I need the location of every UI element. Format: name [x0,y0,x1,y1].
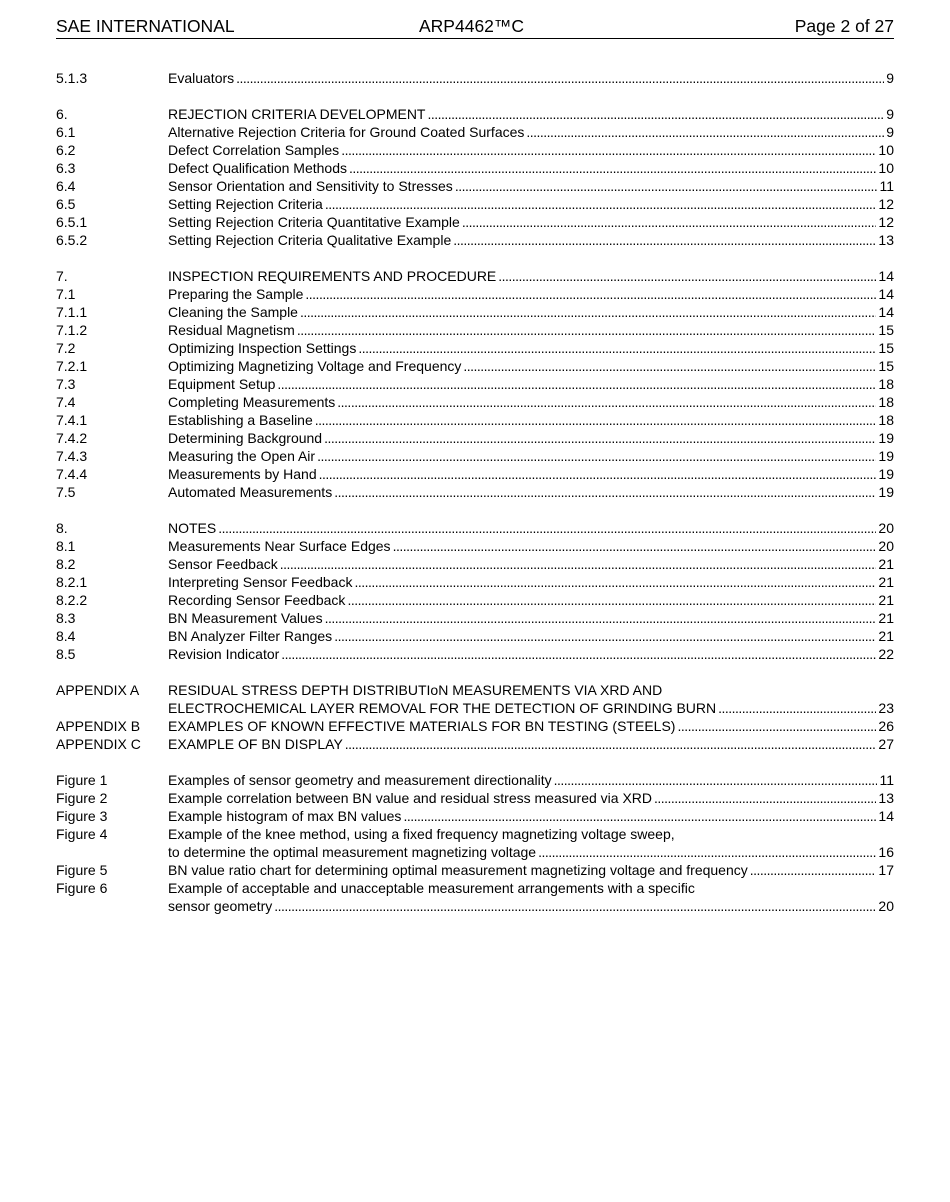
toc-dot-leader [300,303,876,321]
toc-entry-line [168,105,894,123]
toc-entry-number: 8.4 [56,628,76,644]
toc-dot-leader [274,897,876,915]
toc-entry-title: ELECTROCHEMICAL LAYER REMOVAL FOR THE DETECTION OF GRINDING BURN [168,700,717,716]
toc-entry-title: EXAMPLE OF BN DISPLAY [168,736,343,752]
toc-entry-page: 21 [878,610,894,626]
toc-entry-body [168,105,894,123]
toc-entry-number: 6.5.2 [56,232,88,248]
toc-entry-line [168,393,894,411]
toc-entry[interactable] [56,393,894,411]
toc-dot-leader [281,645,876,663]
toc-entry-line [168,195,894,213]
toc-dot-leader [317,447,876,465]
toc-entry[interactable] [56,465,894,483]
toc-entry-line [168,267,894,285]
toc-entry-page: 16 [878,844,894,860]
toc-entry[interactable] [56,213,894,231]
toc-entry[interactable] [56,69,894,87]
toc-entry-body [168,825,894,861]
toc-entry[interactable] [56,717,894,735]
toc-entry[interactable] [56,519,894,537]
toc-entry-body [168,879,894,915]
toc-dot-leader [325,195,877,213]
toc-entry[interactable] [56,483,894,501]
toc-entry-body [168,177,894,195]
toc-entry-title: Revision Indicator [168,646,280,662]
toc-entry-line [168,735,894,753]
toc-entry-line [168,897,894,915]
toc-dot-leader [654,789,876,807]
toc-entry[interactable] [56,177,894,195]
toc-dot-leader [462,213,877,231]
toc-entry-title: Measurements by Hand [168,466,317,482]
toc-entry-body [168,339,894,357]
header-page-number: Page 2 of 27 [794,16,894,36]
toc-entry-title: Example correlation between BN value and residual stress measured via XRD [168,790,653,806]
toc-entry-page: 13 [878,232,894,248]
toc-entry-page: 9 [886,124,894,140]
toc-entry-number: 8.2.2 [56,592,88,608]
toc-entry-line [168,141,894,159]
toc-entry-body [168,573,894,591]
toc-entry-page: 20 [878,538,894,554]
toc-entry-body [168,861,894,879]
toc-entry-number: 7.2 [56,340,76,356]
toc-entry[interactable] [56,771,894,789]
toc-entry-title: Sensor Feedback [168,556,278,572]
toc-entry[interactable] [56,411,894,429]
toc-entry-body [168,429,894,447]
toc-entry-title: to determine the optimal measurement magnetizing voltage [168,844,537,860]
toc-entry[interactable] [56,195,894,213]
toc-entry-title: INSPECTION REQUIREMENTS AND PROCEDURE [168,268,497,284]
toc-dot-leader [325,609,877,627]
toc-entry-title: Example histogram of max BN values [168,808,402,824]
toc-entry-number: 7.5 [56,484,76,500]
toc-entry-title: Measuring the Open Air [168,448,316,464]
toc-dot-leader [345,735,877,753]
table-of-contents [56,69,894,915]
toc-dot-leader [358,339,876,357]
toc-entry-number: 6.5.1 [56,214,88,230]
toc-entry[interactable] [56,285,894,303]
toc-entry-number: 7.4.2 [56,430,88,446]
header-org: SAE INTERNATIONAL [56,16,235,36]
toc-entry-title: sensor geometry [168,898,273,914]
toc-entry-page: 21 [878,628,894,644]
toc-dot-leader [297,321,877,339]
toc-entry-page: 19 [878,484,894,500]
toc-entry-number: 6.1 [56,124,76,140]
toc-entry[interactable] [56,321,894,339]
toc-entry-title: Setting Rejection Criteria Qualitative Example [168,232,452,248]
toc-entry-title: Measurements Near Surface Edges [168,538,391,554]
toc-entry-line [168,231,894,249]
toc-entry[interactable] [56,303,894,321]
toc-entry-title-line1: Example of the knee method, using a fixed frequency magnetizing voltage sweep, [168,826,675,842]
toc-entry-title: Evaluators [168,70,235,86]
toc-entry-line [168,699,894,717]
toc-dot-leader [354,573,876,591]
toc-entry-line [168,447,894,465]
toc-entry-number: 6.4 [56,178,76,194]
toc-entry-number: APPENDIX B [56,718,141,734]
toc-entry-body [168,627,894,645]
toc-entry-page: 12 [878,196,894,212]
toc-dot-leader [554,771,878,789]
toc-entry-body [168,537,894,555]
toc-entry-page: 21 [878,592,894,608]
toc-entry-line [168,555,894,573]
toc-entry[interactable] [56,879,894,915]
toc-entry-body [168,213,894,231]
toc-dot-leader [280,555,877,573]
toc-entry[interactable] [56,537,894,555]
toc-entry[interactable] [56,105,894,123]
toc-entry-body [168,717,894,735]
toc-entry[interactable] [56,861,894,879]
toc-entry-page: 10 [878,142,894,158]
toc-dot-leader [453,231,876,249]
toc-entry-page: 15 [878,340,894,356]
toc-entry-line [168,807,894,825]
toc-entry-number: 7.3 [56,376,76,392]
toc-entry-page: 18 [878,394,894,410]
toc-dot-leader [315,411,877,429]
toc-entry-body [168,159,894,177]
toc-entry[interactable] [56,735,894,753]
toc-entry-number: 8.1 [56,538,76,554]
toc-entry-number: 7. [56,268,68,284]
toc-entry-page: 17 [878,862,894,878]
toc-entry-line [168,357,894,375]
toc-entry-title: Residual Magnetism [168,322,295,338]
header-doc-id: ARP4462™C [419,16,525,36]
toc-entry[interactable] [56,555,894,573]
toc-entry-title: Optimizing Inspection Settings [168,340,357,356]
toc-entry-page: 9 [886,70,894,86]
toc-entry-number: Figure 3 [56,808,108,824]
toc-entry[interactable] [56,123,894,141]
toc-entry-number: 7.1.2 [56,322,88,338]
toc-entry-line [168,483,894,501]
toc-entry-number: 8.2 [56,556,76,572]
toc-entry-page: 14 [878,268,894,284]
toc-entry[interactable] [56,825,894,861]
toc-entry[interactable] [56,447,894,465]
toc-entry-title: BN value ratio chart for determining optimal measurement magnetizing voltage and frequency [168,862,748,878]
toc-entry-page: 14 [878,286,894,302]
toc-entry-line [168,627,894,645]
toc-entry-title: NOTES [168,520,217,536]
toc-entry-title: BN Measurement Values [168,610,323,626]
toc-entry-number: 8.5 [56,646,76,662]
toc-dot-leader [277,375,876,393]
toc-entry[interactable] [56,789,894,807]
toc-dot-leader [538,843,876,861]
toc-entry-number: 7.4.1 [56,412,88,428]
toc-entry-line [168,771,894,789]
toc-entry[interactable] [56,339,894,357]
toc-entry-line [168,519,894,537]
toc-entry-title: REJECTION CRITERIA DEVELOPMENT [168,106,426,122]
toc-entry-line [168,843,894,861]
toc-dot-leader [498,267,876,285]
toc-entry-line [168,861,894,879]
toc-dot-leader [324,429,876,447]
toc-entry-number: 6.2 [56,142,76,158]
toc-entry-body [168,735,894,753]
toc-entry-body [168,447,894,465]
page-header [56,16,894,39]
toc-entry-title: Setting Rejection Criteria [168,196,323,212]
toc-entry-page: 23 [878,700,894,716]
toc-entry-line [168,537,894,555]
toc-entry-line [168,285,894,303]
toc-entry-line [168,645,894,663]
toc-dot-leader [677,717,876,735]
toc-entry[interactable] [56,627,894,645]
toc-dot-leader [455,177,878,195]
toc-entry-line [168,609,894,627]
toc-entry[interactable] [56,645,894,663]
toc-entry-title: Completing Measurements [168,394,336,410]
toc-entry-body [168,303,894,321]
toc-entry-number: 5.1.3 [56,70,88,86]
toc-entry-body [168,645,894,663]
toc-entry-body [168,375,894,393]
toc-entry-body [168,285,894,303]
toc-entry-page: 14 [878,808,894,824]
toc-entry-number: Figure 1 [56,772,108,788]
toc-dot-leader [463,357,876,375]
toc-dot-leader [334,483,876,501]
toc-entry[interactable] [56,357,894,375]
toc-dot-leader [526,123,884,141]
toc-entry-line [168,573,894,591]
toc-entry-page: 21 [878,574,894,590]
toc-entry-line [168,465,894,483]
toc-entry[interactable] [56,429,894,447]
toc-entry-number: 6.5 [56,196,76,212]
toc-entry-body [168,321,894,339]
toc-entry-title: Setting Rejection Criteria Quantitative Example [168,214,460,230]
toc-entry-page: 11 [879,772,894,788]
toc-entry-body [168,771,894,789]
toc-entry[interactable] [56,267,894,285]
toc-entry-number: 7.4.3 [56,448,88,464]
toc-entry-body [168,231,894,249]
toc-entry-body [168,195,894,213]
toc-entry[interactable] [56,141,894,159]
toc-entry-page: 19 [878,448,894,464]
toc-entry-line [168,411,894,429]
toc-entry-number: 7.4.4 [56,466,88,482]
toc-entry-body [168,123,894,141]
toc-entry-line [168,789,894,807]
toc-entry-page: 22 [878,646,894,662]
toc-entry-page: 9 [886,106,894,122]
toc-entry-number: APPENDIX C [56,736,141,752]
toc-entry-number: 8.2.1 [56,574,88,590]
toc-entry[interactable] [56,681,894,717]
toc-entry-body [168,69,894,87]
toc-entry-page: 19 [878,430,894,446]
toc-entry-body [168,393,894,411]
toc-entry-title: Sensor Orientation and Sensitivity to Stresses [168,178,453,194]
toc-entry-title: Defect Correlation Samples [168,142,340,158]
toc-dot-leader [750,861,877,879]
toc-entry-body [168,519,894,537]
toc-entry-page: 15 [878,322,894,338]
toc-dot-leader [305,285,876,303]
toc-entry-title: Automated Measurements [168,484,333,500]
toc-dot-leader [341,141,876,159]
toc-entry-number: 6.3 [56,160,76,176]
toc-entry-title: BN Analyzer Filter Ranges [168,628,333,644]
toc-entry-body [168,681,894,717]
toc-dot-leader [218,519,876,537]
toc-entry-title: Preparing the Sample [168,286,304,302]
toc-entry[interactable] [56,609,894,627]
toc-entry-line [168,123,894,141]
toc-entry-body [168,483,894,501]
toc-entry-number: APPENDIX A [56,682,140,698]
toc-entry[interactable] [56,159,894,177]
toc-entry-page: 10 [878,160,894,176]
toc-entry-title: Cleaning the Sample [168,304,298,320]
toc-dot-leader [319,465,877,483]
toc-entry-page: 12 [878,214,894,230]
toc-entry-page: 13 [878,790,894,806]
toc-entry-page: 27 [878,736,894,752]
toc-entry-title-line1: Example of acceptable and unacceptable measurement arrangements with a specific [168,880,695,896]
toc-entry-title-line1: RESIDUAL STRESS DEPTH DISTRIBUTIoN MEASUREMENTS VIA XRD AND [168,682,663,698]
toc-dot-leader [427,105,884,123]
toc-entry-title: Alternative Rejection Criteria for Ground Coated Surfaces [168,124,525,140]
toc-dot-leader [334,627,876,645]
toc-dot-leader [347,591,876,609]
toc-entry-body [168,357,894,375]
toc-entry-page: 14 [878,304,894,320]
toc-entry-page: 20 [878,520,894,536]
toc-entry-page: 20 [878,898,894,914]
toc-entry-number: 7.4 [56,394,76,410]
toc-entry-line [168,321,894,339]
toc-dot-leader [337,393,876,411]
toc-entry-page: 11 [879,178,894,194]
toc-entry-line [168,429,894,447]
toc-entry-line [168,213,894,231]
toc-entry-title: Equipment Setup [168,376,276,392]
toc-entry-title: Recording Sensor Feedback [168,592,346,608]
toc-dot-leader [236,69,884,87]
toc-entry-number: Figure 5 [56,862,108,878]
toc-entry[interactable] [56,807,894,825]
toc-entry-title: Optimizing Magnetizing Voltage and Frequency [168,358,462,374]
toc-entry-body [168,411,894,429]
toc-entry-body [168,555,894,573]
toc-entry-page: 18 [878,376,894,392]
toc-entry-number: Figure 4 [56,826,108,842]
toc-entry-body [168,267,894,285]
toc-entry-line [168,69,894,87]
toc-entry-page: 21 [878,556,894,572]
toc-entry-body [168,591,894,609]
toc-entry-number: Figure 6 [56,880,108,896]
toc-entry[interactable] [56,375,894,393]
toc-dot-leader [349,159,876,177]
toc-entry-title: Determining Background [168,430,323,446]
toc-dot-leader [403,807,876,825]
toc-entry[interactable] [56,573,894,591]
toc-entry-number: 7.1.1 [56,304,88,320]
toc-entry-title: Interpreting Sensor Feedback [168,574,353,590]
toc-entry-body [168,465,894,483]
toc-entry-number: 8.3 [56,610,76,626]
toc-entry-title: EXAMPLES OF KNOWN EFFECTIVE MATERIALS FOR BN TESTING (STEELS) [168,718,676,734]
toc-entry-body [168,141,894,159]
toc-entry-body [168,609,894,627]
toc-entry[interactable] [56,591,894,609]
toc-entry-title: Defect Qualification Methods [168,160,347,176]
toc-entry-number: 8. [56,520,68,536]
toc-entry-number: 7.1 [56,286,76,302]
toc-entry-title: Examples of sensor geometry and measurement directionality [168,772,552,788]
toc-entry-page: 19 [878,466,894,482]
toc-entry-line [168,303,894,321]
toc-entry-line [168,339,894,357]
toc-entry-body [168,807,894,825]
toc-dot-leader [718,699,876,717]
toc-entry-line [168,159,894,177]
toc-entry-line [168,591,894,609]
toc-entry-number: 6. [56,106,68,122]
toc-entry-page: 15 [878,358,894,374]
toc-dot-leader [393,537,877,555]
toc-entry-line [168,375,894,393]
toc-entry-number: 7.2.1 [56,358,88,374]
toc-entry[interactable] [56,231,894,249]
toc-entry-body [168,789,894,807]
toc-entry-title: Establishing a Baseline [168,412,313,428]
toc-entry-line [168,177,894,195]
toc-entry-page: 18 [878,412,894,428]
toc-entry-line [168,717,894,735]
toc-entry-number: Figure 2 [56,790,108,806]
toc-entry-page: 26 [878,718,894,734]
